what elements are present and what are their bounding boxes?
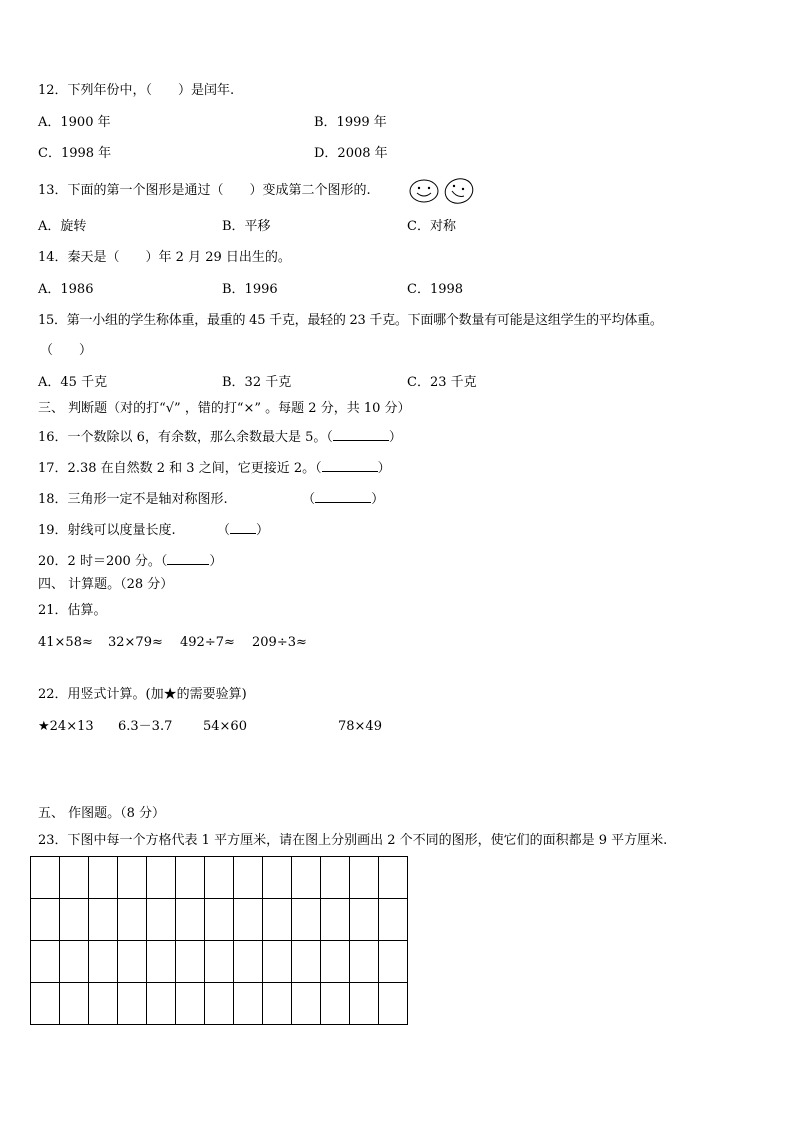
q21-item-3: 492÷7≈ <box>180 635 235 650</box>
q18-text: 18．三角形一定不是轴对称图形. <box>38 492 228 507</box>
q22-stem: 22．用竖式计算。(加★的需要验算) <box>38 687 247 702</box>
q21-item-1: 41×58≈ <box>38 635 93 650</box>
q22-item-3: 54×60 <box>203 719 247 734</box>
q19: 19．射线可以度量长度. （ ） <box>38 523 270 538</box>
q22-item-4: 78×49 <box>338 719 382 734</box>
q19-close: ） <box>256 523 270 538</box>
q16-close: ） <box>388 430 402 445</box>
grid-row <box>31 941 408 983</box>
q16 <box>38 428 402 446</box>
q15-stem: 15．第一小组的学生称体重，最重的 45 千克，最轻的 23 千克。下面哪个数量有可能是这组学生的平均体重。 <box>38 313 663 328</box>
q13-option-b: B．平移 <box>222 219 271 234</box>
q16-answer-blank[interactable] <box>333 428 389 441</box>
q12-option-b: B．1999 年 <box>314 115 387 130</box>
q17 <box>38 459 391 477</box>
q12-option-c: C．1998 年 <box>38 146 112 161</box>
q21-stem: 21．估算。 <box>38 603 107 618</box>
q14-option-b: B．1996 <box>222 282 278 297</box>
q15-option-a: A．45 千克 <box>38 375 108 390</box>
drawing-grid[interactable] <box>30 856 408 1025</box>
q15-paren: （ ） <box>40 343 93 358</box>
smiley-face-tilted-icon <box>442 176 477 206</box>
q16-text: 16．一个数除以 6，有余数，那么余数最大是 5。（ <box>38 430 333 445</box>
grid-row <box>31 857 408 899</box>
q15-option-c: C．23 千克 <box>407 375 477 390</box>
q17-close: ） <box>377 461 391 476</box>
q20-close: ） <box>209 554 223 569</box>
q14-stem: 14．秦天是（ ）年 2 月 29 日出生的。 <box>38 250 291 265</box>
q20-text: 20．2 时＝200 分。（ <box>38 554 168 569</box>
q22-item-1: ★24×13 <box>38 719 94 734</box>
q20-answer-blank[interactable] <box>167 552 209 565</box>
section-5-title: 五、 作图题。（8 分） <box>38 806 166 821</box>
q14-option-a: A．1986 <box>38 282 94 297</box>
q12-stem: 12．下列年份中，（ ）是闰年. <box>38 83 235 98</box>
q19-answer-blank[interactable] <box>230 521 256 534</box>
q12-option-d: D．2008 年 <box>314 146 388 161</box>
q21-item-4: 209÷3≈ <box>252 635 307 650</box>
q13-stem: 13．下面的第一个图形是通过（ ）变成第二个图形的. <box>38 183 371 198</box>
grid-row <box>31 983 408 1025</box>
q18-answer-blank[interactable] <box>315 490 371 503</box>
q15-option-b: B．32 千克 <box>222 375 292 390</box>
q13-figures <box>408 176 478 206</box>
q12-option-a: A．1900 年 <box>38 115 111 130</box>
q23-stem: 23．下图中每一个方格代表 1 平方厘米，请在图上分别画出 2 个不同的图形，使它们的面积都是 9 平方厘米. <box>38 833 668 848</box>
section-4-title: 四、 计算题。（28 分） <box>38 577 174 592</box>
q17-answer-blank[interactable] <box>322 459 378 472</box>
q21-item-2: 32×79≈ <box>108 635 163 650</box>
q18: 18．三角形一定不是轴对称图形. （ ） <box>38 492 385 507</box>
q18-close: ） <box>371 492 385 507</box>
smiley-face-icon <box>410 180 438 202</box>
q14-option-c: C．1998 <box>407 282 464 297</box>
q13-option-c: C．对称 <box>407 219 456 234</box>
q22-item-2: 6.3－3.7 <box>118 719 173 734</box>
section-3-title: 三、 判断题（对的打“√” ，错的打“×” 。每题 2 分，共 10 分） <box>38 401 411 416</box>
q17-text: 17．2.38 在自然数 2 和 3 之间，它更接近 2。（ <box>38 461 322 476</box>
grid-row <box>31 899 408 941</box>
q20 <box>38 552 222 570</box>
q19-text: 19．射线可以度量长度. <box>38 523 176 538</box>
q13-option-a: A．旋转 <box>38 219 87 234</box>
